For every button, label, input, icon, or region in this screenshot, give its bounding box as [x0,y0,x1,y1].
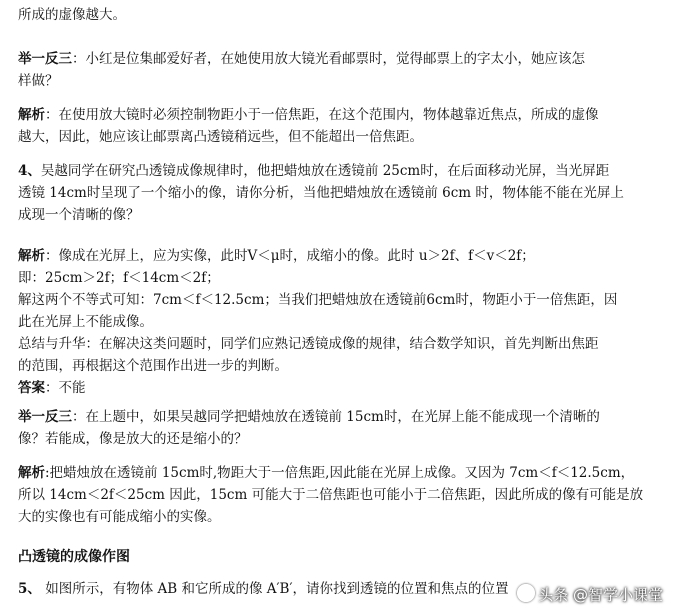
text-line: 成现一个清晰的像？ [18,207,140,223]
text-line: 像？若能成，像是放大的还是缩小的？ [18,431,248,447]
text-line: ：小红是位集邮爱好者，在她使用放大镜光看邮票时，觉得邮票上的字太小，她应该怎 [72,51,585,67]
section-title: 凸透镜的成像作图 [18,549,130,565]
label-practice: 举一反三 [18,409,72,425]
text-line: 所成的虚像越大。 [18,7,126,23]
label-analysis: 解析 [18,107,45,123]
watermark-text: 头条 @智学小课堂 [538,586,663,604]
paragraph-analysis-1 [18,104,666,148]
label-analysis: 解析 [18,465,45,481]
label-analysis: 解析 [18,248,45,264]
text-line: 越大，因此，她应该让邮票离凸透镜稍远些，但不能超出一倍焦距。 [18,129,423,145]
toutiao-logo-icon [517,584,535,602]
text-line: 此在光屏上不能成像。 [18,314,153,330]
question-number: 4、 [18,163,41,179]
label-practice: 举一反三 [18,51,72,67]
paragraph-analysis-3 [18,462,666,528]
text-line: 吴越同学在研究凸透镜成像规律时，他把蜡烛放在透镜前 25cm时，在后面移动光屏，当光屏距 [40,163,610,179]
text-line: ：像成在光屏上，应为实像，此时Ⅴ＜μ时，成缩小的像。此时 u＞2f、f＜v＜2f； [45,248,535,264]
answer-text: ：不能 [45,380,86,396]
paragraph-analysis-2 [18,245,666,399]
section-heading [18,546,666,568]
text-line: 解这两个不等式可知：7cm＜f＜12.5cm；当我们把蜡烛放在透镜前6cm时，物距小于一倍焦距，因 [18,292,618,308]
text-line: 透镜 14cm时呈现了一个缩小的像，请你分析，当他把蜡烛放在透镜前 6cm 时，物体能不能在光屏上 [18,185,624,201]
text-line: 如图所示，有物体 AB 和它所成的像 A′B′，请你找到透镜的位置和焦点的位置 [40,581,509,597]
text-line: ：在使用放大镜时必须控制物距小于一倍焦距，在这个范围内，物体越靠近焦点，所成的虚像 [45,107,599,123]
text-line: 所以 14cm＜2f＜25cm 因此，15cm 可能大于二倍焦距也可能小于二倍焦距，因此所成的像有可能是放 [18,487,644,503]
paragraph-practice-2 [18,406,666,450]
paragraph-question-4 [18,160,666,226]
text-line: 样做？ [18,73,59,89]
text-line: 大的实像也有可能成缩小的实像。 [18,509,221,525]
question-number: 5、 [18,581,41,597]
label-answer: 答案 [18,380,45,396]
paragraph-practice-1 [18,48,666,92]
text-line: 即：25cm＞2f；f＜14cm＜2f； [18,270,220,286]
text-line: 的范围，再根据这个范围作出进一步的判断。 [18,358,288,374]
watermark [517,584,663,605]
paragraph-intro-tail [18,4,666,26]
text-line: ：在上题中，如果吴越同学把蜡烛放在透镜前 15cm时，在光屏上能不能成现一个清晰的 [72,409,600,425]
text-line: 总结与升华：在解决这类问题时，同学们应熟记透镜成像的规律，结合数学知识，首先判断出焦距 [18,336,599,352]
text-line: :把蜡烛放在透镜前 15cm时,物距大于一倍焦距,因此能在光屏上成像。又因为 7cm＜f＜12.5cm， [45,465,635,481]
